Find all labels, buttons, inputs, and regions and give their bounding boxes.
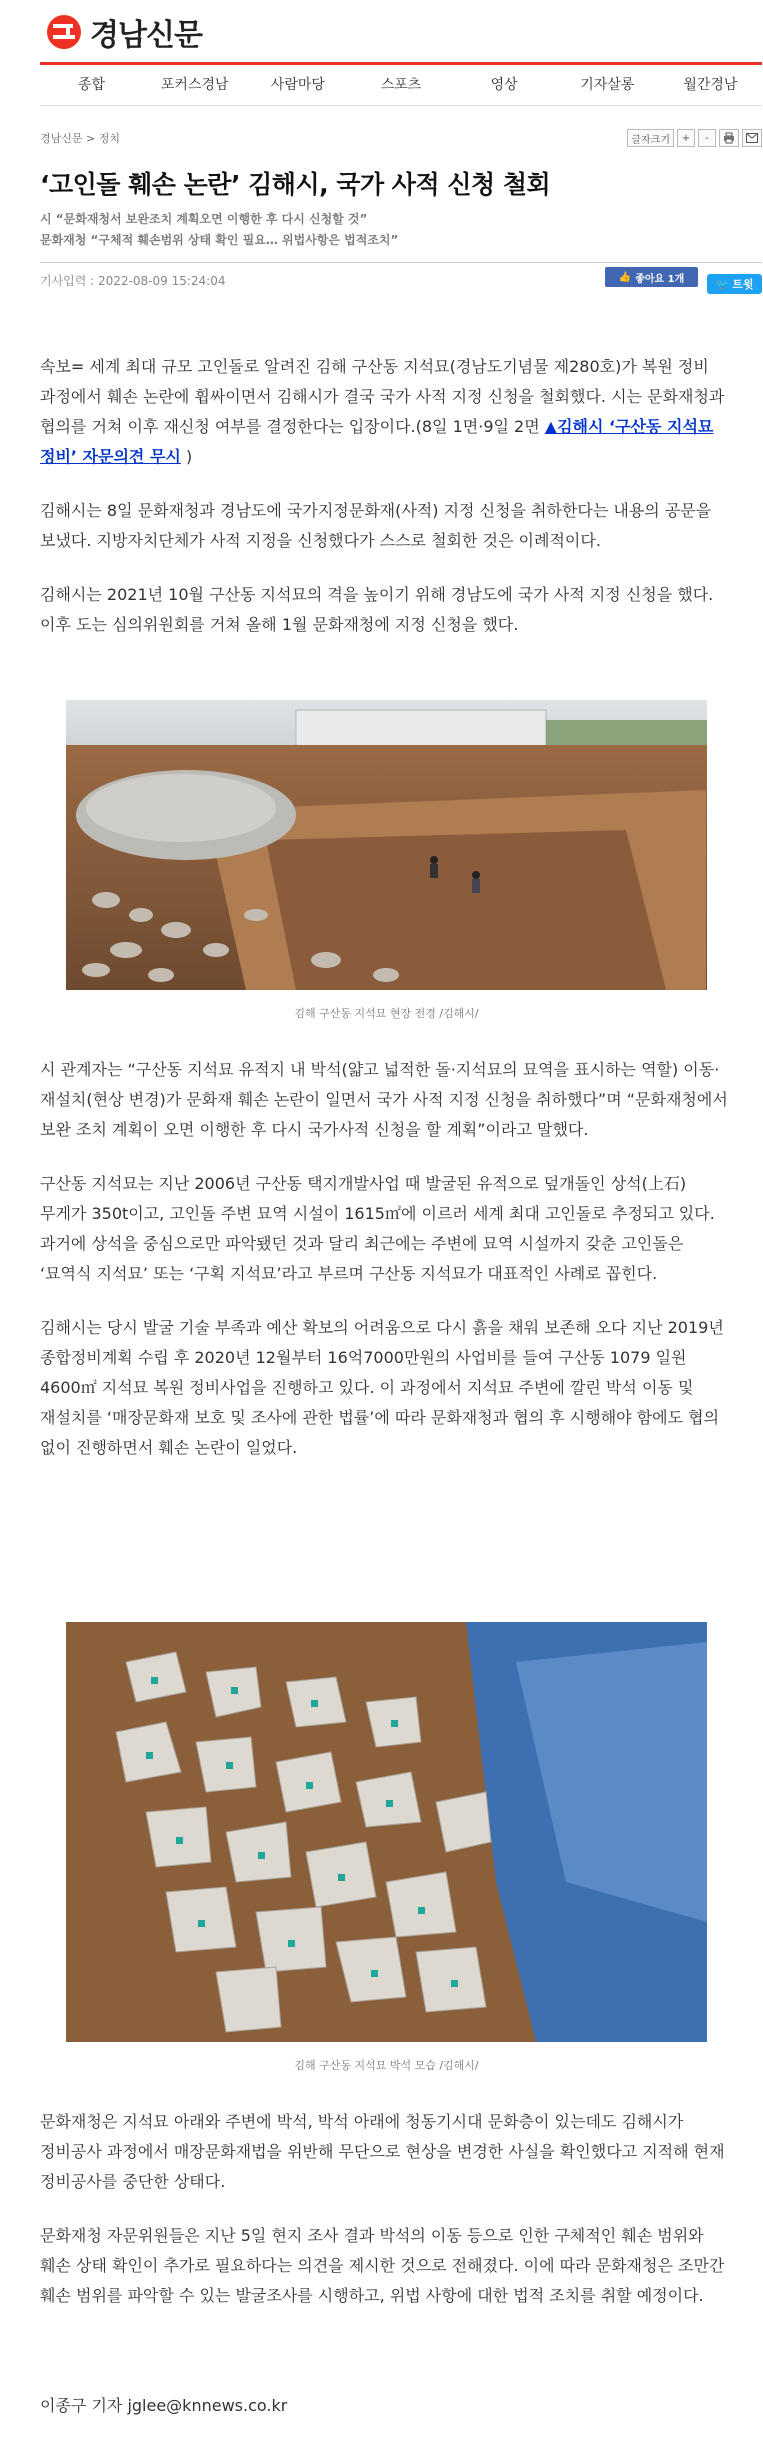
article-paragraph: 김해시는 당시 발굴 기술 부족과 예산 확보의 어려움으로 다시 흙을 채워 보존해 오다 지난 2019년 종합정비계획 수립 후 2020년 12월부터 16억7000만원의 사업비를 들여 구산동 1079 일원 4600㎡ 지석묘 복원 정비사업을 진행하고 있다. 이 과정에서 지석묘 주변에 깔린 박석 이동 및 재설치를 ‘매장문화재 보호 및 조사에 관한 법률’에 따라 문화재청과 협의 후 시행해야 함에도 협의 없이 진행하면서 훼손 논란이 일었다.	[40, 1318, 724, 1457]
site-name: 경남신문	[90, 18, 202, 53]
article-paragraph: 구산동 지석묘는 지난 2006년 구산동 택지개발사업 때 발굴된 유적으로 덮개돌인 상석(上石) 무게가 350t이고, 고인돌 주변 묘역 시설이 1615㎡에 이르러 세계 최대 고인돌로 추정되고 있다. 과거에 상석을 중심으로만 파악됐던 것과 달리 최근에는 주변에 묘역 시설까지 갖춘 고인돌은 ‘묘역식 지석묘’ 또는 ‘구획 지석묘’라고 부르며 구산동 지석묘가 대표적인 사례로 꼽힌다.	[40, 1174, 715, 1283]
article-paragraph: 김해시는 8일 문화재청과 경남도에 국가지정문화재(사적) 지정 신청을 취하한다는 내용의 공문을 보냈다. 지방자치단체가 사적 지정을 신청했다가 스스로 철회한 것은 이례적이다.	[40, 501, 712, 550]
article-paragraph: 문화재청은 지석묘 아래와 주변에 박석, 박석 아래에 청동기시대 문화층이 있는데도 김해시가 정비공사 과정에서 매장문화재법을 위반해 무단으로 현상을 변경한 사실을 확인했다고 지적해 현재 정비공사를 중단한 상태다.	[40, 2112, 725, 2191]
photo-caption: 김해 구산동 지석묘 박석 모습 /김해시/	[294, 2059, 479, 2072]
article-paragraph: 문화재청 자문위원들은 지난 5일 현지 조사 결과 박석의 이동 등으로 인한 구체적인 훼손 범위와 훼손 상태 확인이 추가로 필요하다는 의견을 제시한 것으로 전해졌다. 이에 따라 문화재청은 조만간 훼손 범위를 파악할 수 있는 발굴조사를 시행하고, 위법 사항에 대한 법적 조치를 취할 예정이다.	[40, 2226, 725, 2305]
tweet-label: 트윗	[732, 278, 754, 291]
print-icon[interactable]	[719, 129, 739, 147]
email-icon[interactable]	[742, 129, 762, 147]
nav-item-video[interactable]: 영상	[490, 77, 518, 93]
paragraph-text: 속보= 세계 최대 규모 고인돌로 알려진 김해 구산동 지석묘(경남도기념물 제280호)가 복원 정비 과정에서 훼손 논란에 휩싸이면서 김해시가 결국 국가 사적 지정 신청을 철회했다. 시는 문화재청과 협의를 거쳐 이후 재신청 여부를 결정한다는 입장이다.(8일 1면·9일 2면	[40, 357, 725, 436]
article-date: 기사입력 : 2022-08-09 15:24:04	[40, 274, 226, 288]
breadcrumb-section[interactable]: 정치	[98, 132, 120, 145]
article-paragraph: 김해시는 2021년 10월 구산동 지석묘의 격을 높이기 위해 경남도에 국가 사적 지정 신청을 했다. 이후 도는 심의위원회를 거쳐 올해 1월 문화재청에 지정 신청을 했다.	[40, 585, 714, 634]
breadcrumb	[40, 130, 120, 146]
article-photo-site	[66, 700, 707, 990]
facebook-like-button[interactable]	[605, 267, 698, 287]
breadcrumb-home[interactable]: 경남신문	[40, 132, 83, 145]
photo-caption: 김해 구산동 지석묘 현장 전경 /김해시/	[294, 1007, 479, 1020]
article-paragraph: 시 관계자는 “구산동 지석묘 유적지 내 박석(얇고 넓적한 돌·지석묘의 묘역을 표시하는 역할) 이동·재설치(현상 변경)가 문화재 훼손 논란이 일면서 국가 사적 지정 신청을 취하했다”며 “문화재청에서 보완 조치 계획이 오면 이행한 후 다시 국가사적 신청을 할 계획”이라고 말했다.	[40, 1060, 728, 1139]
paragraph-text: )	[180, 447, 193, 466]
tweet-button[interactable]	[707, 274, 762, 294]
font-increase-button[interactable]: +	[677, 129, 695, 147]
article-title: ‘고인돌 훼손 논란’ 김해시, 국가 사적 신청 철회	[40, 170, 551, 199]
nav-item-people[interactable]: 사람마당	[270, 77, 325, 93]
site-logo[interactable]	[46, 12, 202, 52]
article-subtitles	[40, 209, 762, 251]
related-article-link[interactable]: ▲김해시 ‘구산동 지석묘 정비’ 자문의견 무시	[40, 417, 714, 466]
article-body-continued	[40, 1055, 730, 1463]
article-body-ending	[40, 2107, 730, 2311]
nav-item-monthly[interactable]: 월간경남	[683, 77, 738, 93]
font-decrease-button[interactable]: -	[698, 129, 716, 147]
twitter-icon: 🐦	[715, 277, 730, 291]
article-subtitle: 문화재청 “구체적 훼손범위 상태 확인 필요… 위법사항은 법적조치”	[40, 233, 399, 247]
article-paragraph	[40, 352, 730, 472]
nav-item-sports[interactable]: 스포츠	[380, 77, 422, 93]
main-nav	[40, 62, 762, 106]
nav-item-reporter[interactable]: 기자살롱	[580, 77, 635, 93]
gyeongnam-logo-icon	[46, 14, 82, 50]
divider	[40, 262, 762, 263]
article-body	[40, 352, 730, 640]
article-subtitle: 시 “문화재청서 보완조치 계획오면 이행한 후 다시 신청할 것”	[40, 212, 368, 226]
article-byline: 이종구 기자 jglee@knnews.co.kr	[40, 2396, 288, 2415]
facebook-icon: 👍	[618, 271, 632, 283]
breadcrumb-bar	[40, 125, 762, 151]
breadcrumb-separator: >	[86, 132, 96, 145]
nav-item-focus[interactable]: 포커스경남	[160, 77, 229, 93]
article-photo-stones	[66, 1622, 707, 2042]
nav-item-general[interactable]: 종합	[78, 77, 106, 93]
article-tools	[627, 129, 762, 147]
font-size-label: 글자크기	[627, 129, 674, 147]
facebook-like-label: 좋아요 1개	[635, 273, 685, 285]
